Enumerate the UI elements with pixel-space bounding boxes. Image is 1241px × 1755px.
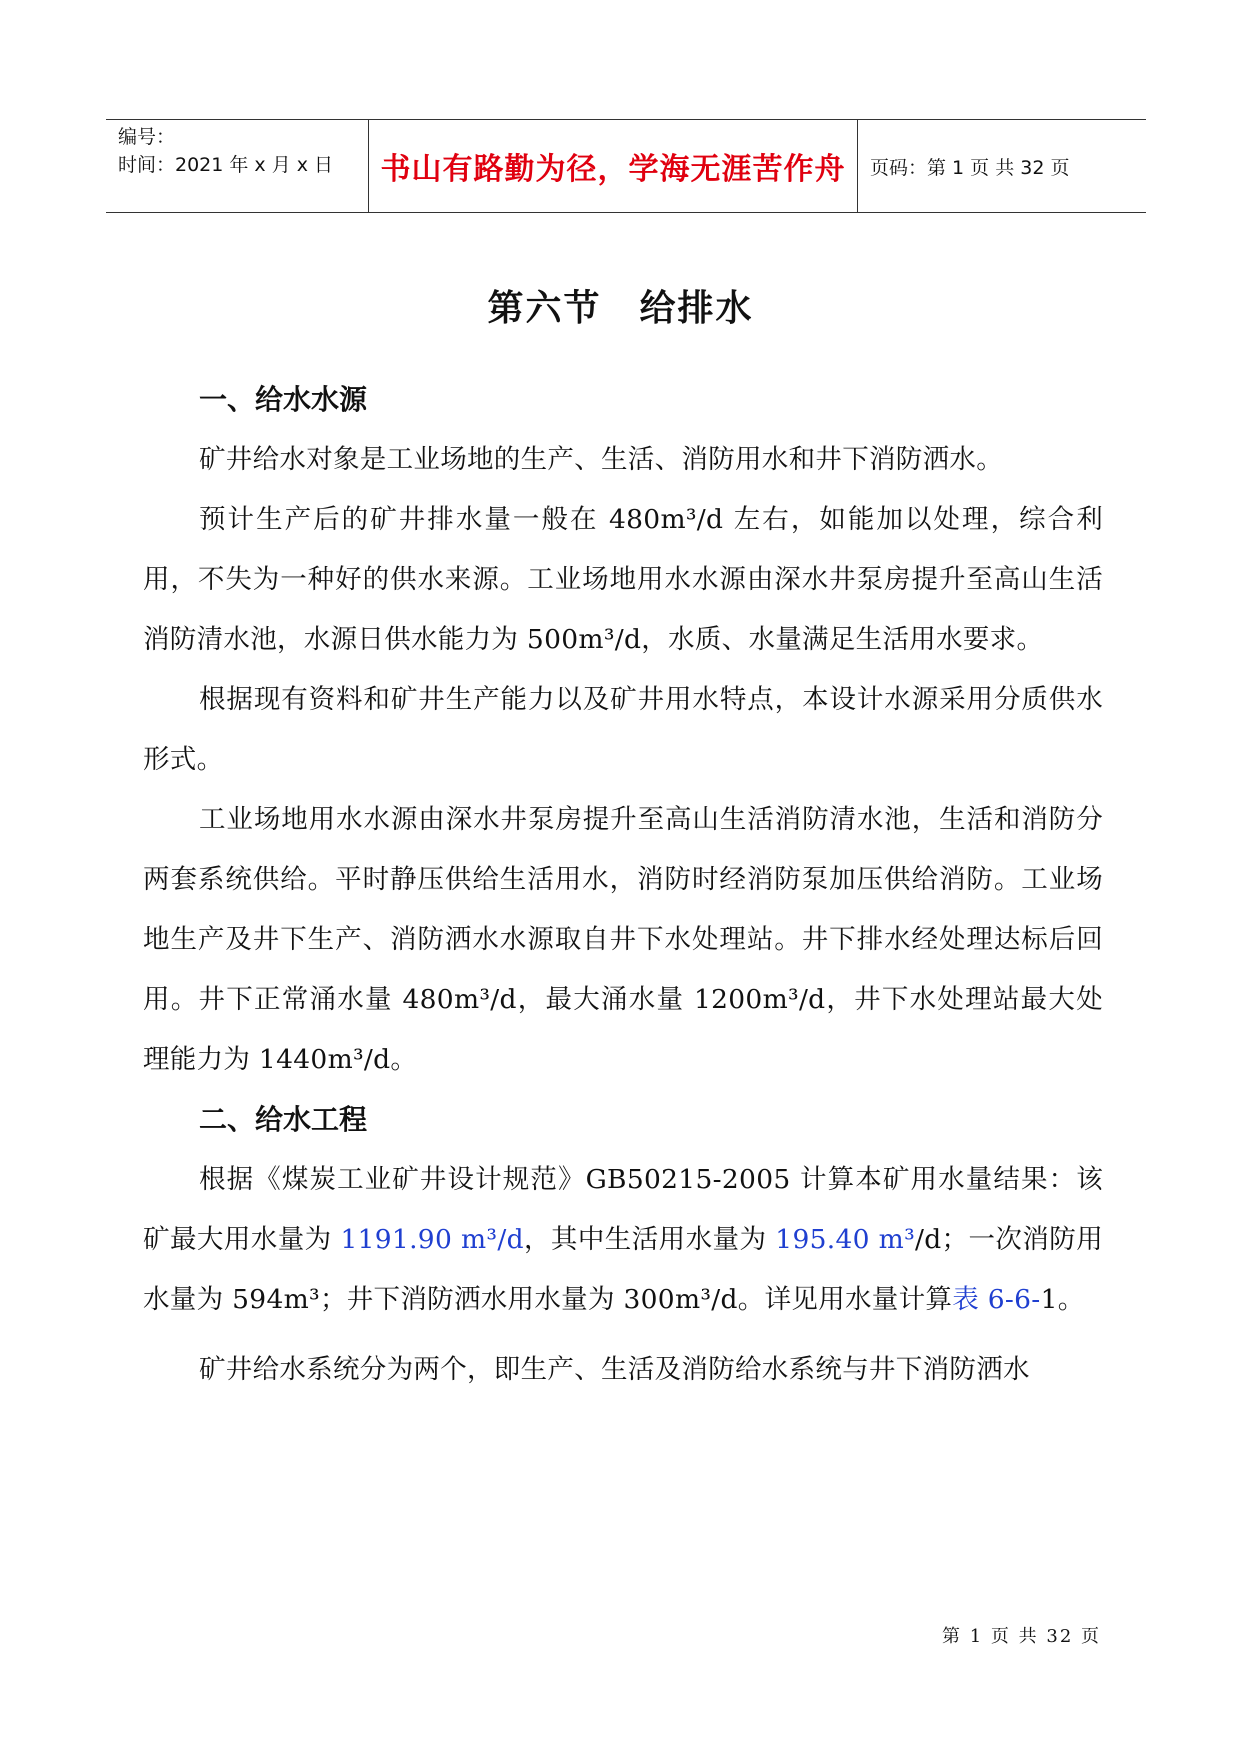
- page-label: 页码：第 1 页 共 32 页: [870, 156, 1070, 179]
- table-reference-link[interactable]: 表 6-6-: [952, 1284, 1041, 1315]
- max-water-value: 1191.90 m³/d: [331, 1224, 524, 1255]
- text-segment: 根据《煤炭工业矿井设计规范》GB50215-2005 计算本矿用水量结果：该矿最大用水量为: [143, 1164, 1103, 1255]
- page-title: 第六节 给排水: [487, 288, 754, 329]
- paragraph: 矿井给水对象是工业场地的生产、生活、消防用水和井下消防洒水。: [199, 444, 1003, 475]
- text-segment: /d；一次消防用水量为 594m³；井下消防洒水用水量为 300m³/d。详见用水量计算: [143, 1224, 1104, 1315]
- header-table: [106, 119, 1146, 213]
- paragraph-water-usage: [143, 1150, 1103, 1330]
- document-body: [143, 370, 1103, 1400]
- section-heading-water-source: 一、给水水源: [199, 383, 368, 416]
- text-segment: ，其中生活用水量为: [523, 1224, 767, 1255]
- motto-text: 书山有路勤为径，学海无涯苦作舟: [369, 120, 858, 212]
- time-label: 时间：2021 年 x 月 x 日: [118, 154, 334, 176]
- section-heading-water-supply: 二、给水工程: [199, 1103, 368, 1136]
- paragraph: 矿井给水系统分为两个，即生产、生活及消防给水系统与井下消防洒水: [199, 1354, 1030, 1385]
- page-footer: 第 1 页 共 32 页: [942, 1626, 1101, 1647]
- header-left-cell: [106, 120, 369, 212]
- domestic-water-value: 195.40 m³: [766, 1224, 916, 1255]
- paragraph: 工业场地用水水源由深水井泵房提升至高山生活消防清水池，生活和消防分两套系统供给。平时静压供给生活用水，消防时经消防泵加压供给消防。工业场地生产及井下生产、消防洒水水源取自井下水处理站。井下排水经处理达标后回用。井下正常涌水量 480m³/d，最大涌水量 1200m³/d，井下水处理站最大处理能力为 1440m³/d。: [143, 804, 1103, 1075]
- paragraph: 根据现有资料和矿井生产能力以及矿井用水特点，本设计水源采用分质供水形式。: [143, 684, 1103, 775]
- number-label: 编号：: [118, 126, 176, 148]
- paragraph: 预计生产后的矿井排水量一般在 480m³/d 左右，如能加以处理，综合利用，不失为一种好的供水来源。工业场地用水水源由深水井泵房提升至高山生活消防清水池，水源日供水能力为 500m³/d，水质、水量满足生活用水要求。: [143, 504, 1103, 655]
- text-segment: 1。: [1040, 1284, 1085, 1315]
